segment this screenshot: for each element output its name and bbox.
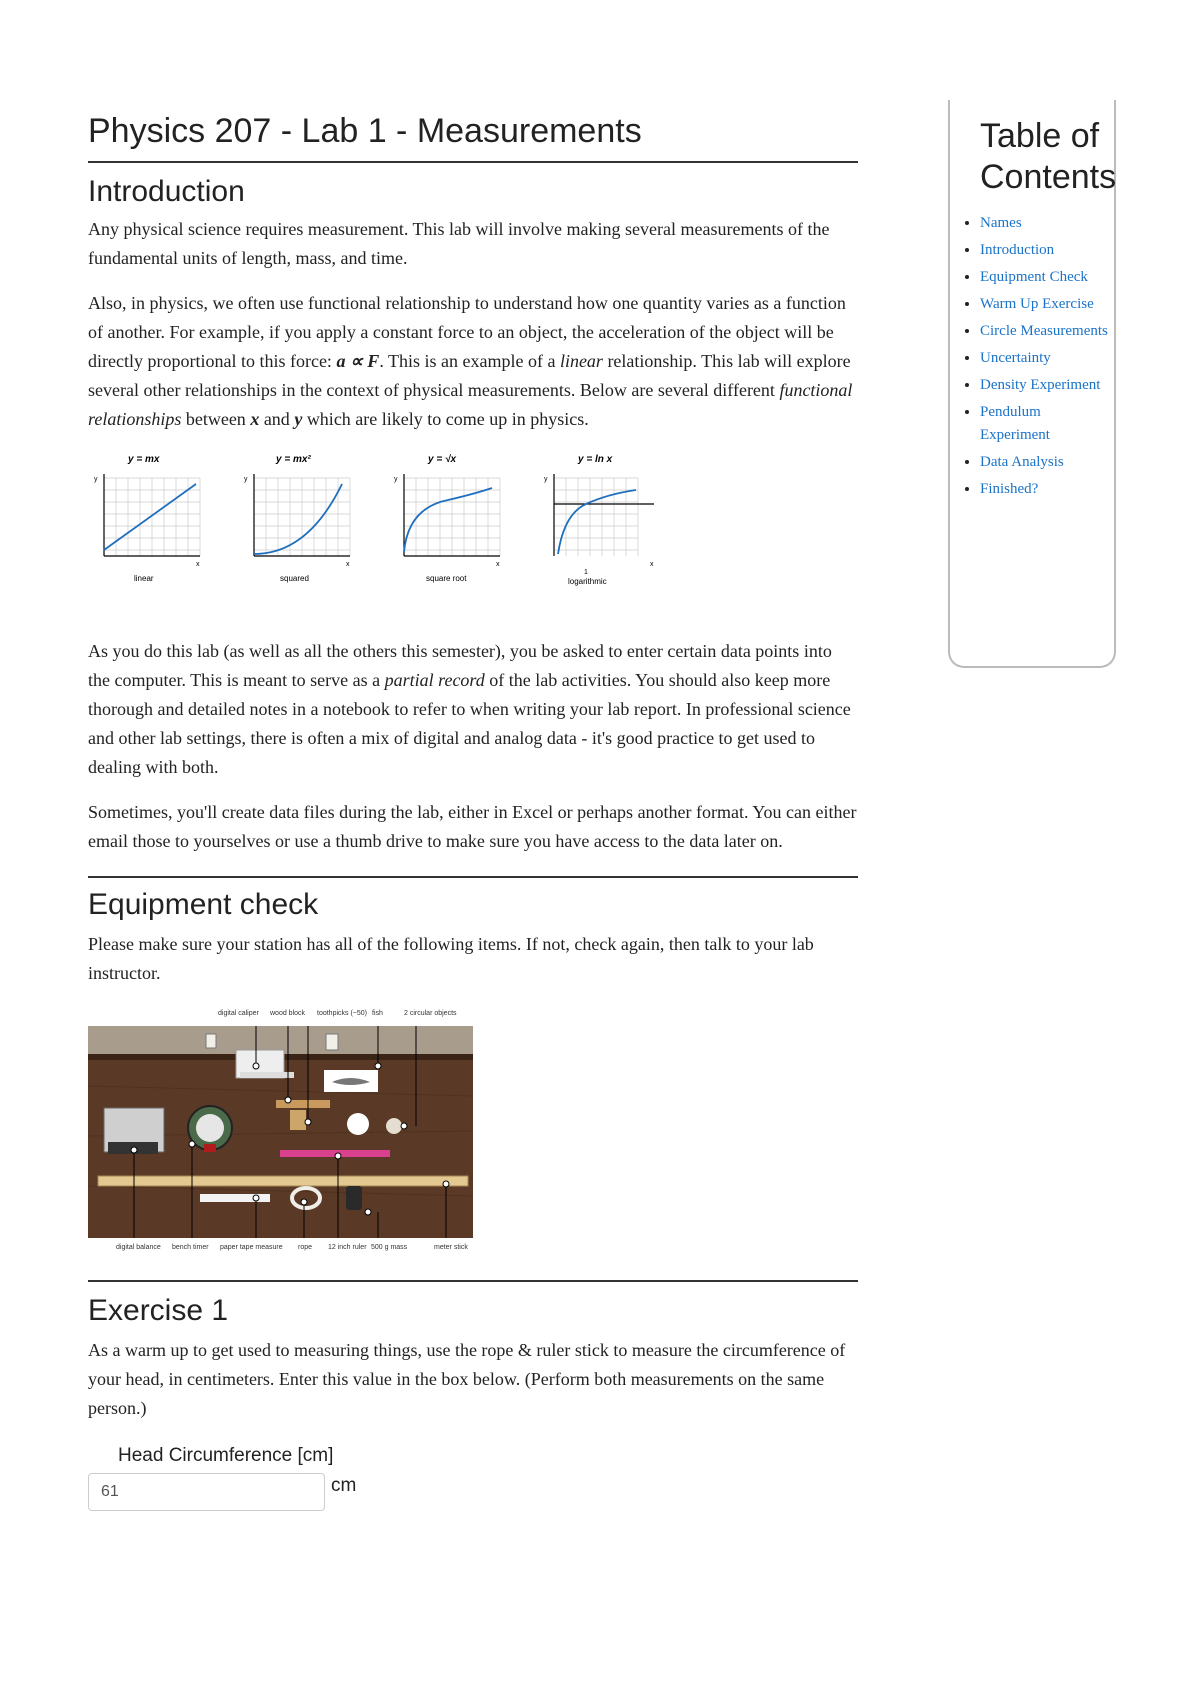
toc-item bbox=[980, 212, 1114, 235]
graph-equation: y = mx bbox=[128, 454, 160, 465]
toc-item bbox=[980, 374, 1114, 397]
graph-axis-x: x bbox=[650, 561, 654, 568]
graph-axis-y: y bbox=[394, 476, 398, 483]
graph-caption: logarithmic bbox=[568, 577, 607, 586]
label-wood-block: wood block bbox=[270, 1010, 306, 1017]
toc-link-equipment-check[interactable]: Equipment Check bbox=[980, 269, 1088, 285]
equipment-photo bbox=[88, 1010, 478, 1270]
graph-equation: y = ln x bbox=[578, 454, 613, 465]
exercise-1-heading: Exercise 1 bbox=[88, 1294, 229, 1327]
unit-label: cm bbox=[331, 1475, 357, 1496]
graph-equation: y = mx² bbox=[276, 454, 311, 465]
graph-logarithmic bbox=[538, 448, 660, 623]
graph-squared bbox=[238, 448, 356, 623]
intro-paragraph-3: As you do this lab (as well as all the others this semester), you be asked to enter certain data points into the computer. This is meant to serve as a partial record of the lab activities. You should also keep more thorough and detailed notes in a notebook to refer to when writing your lab report. In professional science and other lab settings, there is often a mix of digital and analog data - it's good practice to get used to dealing with both. bbox=[88, 641, 851, 777]
toc-link-density-experiment[interactable]: Density Experiment bbox=[980, 377, 1101, 393]
head-circumference-input[interactable] bbox=[88, 1473, 325, 1511]
graph-axis-x: x bbox=[346, 561, 350, 568]
label-500g-mass: 500 g mass bbox=[371, 1244, 408, 1251]
label-bench-timer: bench timer bbox=[172, 1244, 209, 1251]
toc-item bbox=[980, 401, 1114, 447]
logarithmic-curve bbox=[558, 490, 636, 554]
toc-link-introduction[interactable]: Introduction bbox=[980, 242, 1055, 258]
toc-link-finished[interactable]: Finished? bbox=[980, 481, 1039, 497]
head-circumference-label: Head Circumference [cm] bbox=[118, 1445, 334, 1466]
intro-paragraph-4: Sometimes, you'll create data files during the lab, either in Excel or perhaps another format. You can either email those to yourselves or use a thumb drive to make sure you have access to the data later on. bbox=[88, 802, 857, 851]
label-fish: fish bbox=[372, 1010, 383, 1017]
introduction-heading: Introduction bbox=[88, 175, 245, 208]
squared-curve bbox=[254, 484, 342, 554]
graph-axis-y: y bbox=[94, 476, 98, 483]
toc-link-circle-measurements[interactable]: Circle Measurements bbox=[980, 323, 1108, 339]
toc-item bbox=[980, 451, 1114, 474]
graph-axis-y: y bbox=[544, 476, 548, 483]
toc-link-pendulum-experiment[interactable]: Pendulum Experiment bbox=[980, 404, 1050, 443]
toc-list bbox=[950, 212, 1114, 501]
toc-link-names[interactable]: Names bbox=[980, 215, 1022, 231]
toc-link-data-analysis[interactable]: Data Analysis bbox=[980, 454, 1064, 470]
label-meter-stick: meter stick bbox=[434, 1244, 468, 1251]
head-circumference-row bbox=[88, 1473, 858, 1511]
main-content bbox=[88, 112, 858, 1511]
label-12-inch-ruler: 12 inch ruler bbox=[328, 1244, 367, 1251]
linear-curve bbox=[104, 484, 196, 550]
graph-axis-x: x bbox=[496, 561, 500, 568]
toc-link-warm-up-exercise[interactable]: Warm Up Exercise bbox=[980, 296, 1094, 312]
functional-relationship-graphs bbox=[88, 448, 858, 623]
intro-paragraph-2: Also, in physics, we often use functional relationship to understand how one quantity varies as a function of another. For example, if you apply a constant force to an object, the acceleration of the object will be directly proportional to this force: a ∝ F. This is an example of a linear relationship. This lab will explore several other relationships in the context of physical measurements. Below are several different functional relationships between x and y which are likely to come up in physics. bbox=[88, 293, 853, 429]
graph-tick-one: 1 bbox=[584, 569, 588, 576]
exercise-1-paragraph: As a warm up to get used to measuring things, use the rope & ruler stick to measure the circumference of your head, in centimeters. Enter this value in the box below. (Perform both measurements on the same person.) bbox=[88, 1340, 846, 1418]
equipment-paragraph: Please make sure your station has all of the following items. If not, check again, then talk to your lab instructor. bbox=[88, 934, 814, 983]
label-paper-tape-measure: paper tape measure bbox=[220, 1244, 283, 1251]
table-of-contents bbox=[948, 100, 1116, 668]
graph-caption: square root bbox=[426, 574, 467, 583]
toc-item bbox=[980, 239, 1114, 262]
equipment-table-image bbox=[88, 1026, 473, 1238]
graph-caption: linear bbox=[134, 574, 154, 583]
graph-equation: y = √x bbox=[428, 454, 457, 465]
section-divider bbox=[88, 876, 858, 878]
square-root-curve bbox=[404, 488, 492, 552]
label-circular-objects: 2 circular objects bbox=[404, 1010, 457, 1017]
section-divider bbox=[88, 1280, 858, 1282]
label-digital-balance: digital balance bbox=[116, 1244, 161, 1251]
intro-paragraph-1: Any physical science requires measurement. This lab will involve making several measurements of the fundamental units of length, mass, and time. bbox=[88, 219, 830, 268]
page-title: Physics 207 - Lab 1 - Measurements bbox=[88, 112, 858, 163]
label-digital-caliper: digital caliper bbox=[218, 1010, 259, 1017]
toc-item bbox=[980, 266, 1114, 289]
label-toothpicks: toothpicks (~50) bbox=[317, 1010, 367, 1017]
toc-link-uncertainty[interactable]: Uncertainty bbox=[980, 350, 1051, 366]
toc-item bbox=[980, 347, 1114, 370]
toc-item bbox=[980, 478, 1114, 501]
equipment-heading: Equipment check bbox=[88, 888, 319, 921]
label-rope: rope bbox=[298, 1244, 313, 1251]
graph-linear bbox=[88, 448, 206, 623]
graph-axis-x: x bbox=[196, 561, 200, 568]
toc-item bbox=[980, 293, 1114, 316]
toc-title: Table of Contents bbox=[980, 117, 1117, 196]
toc-item bbox=[980, 320, 1114, 343]
graph-square-root bbox=[388, 448, 506, 623]
graph-caption: squared bbox=[280, 574, 309, 583]
graph-axis-y: y bbox=[244, 476, 248, 483]
